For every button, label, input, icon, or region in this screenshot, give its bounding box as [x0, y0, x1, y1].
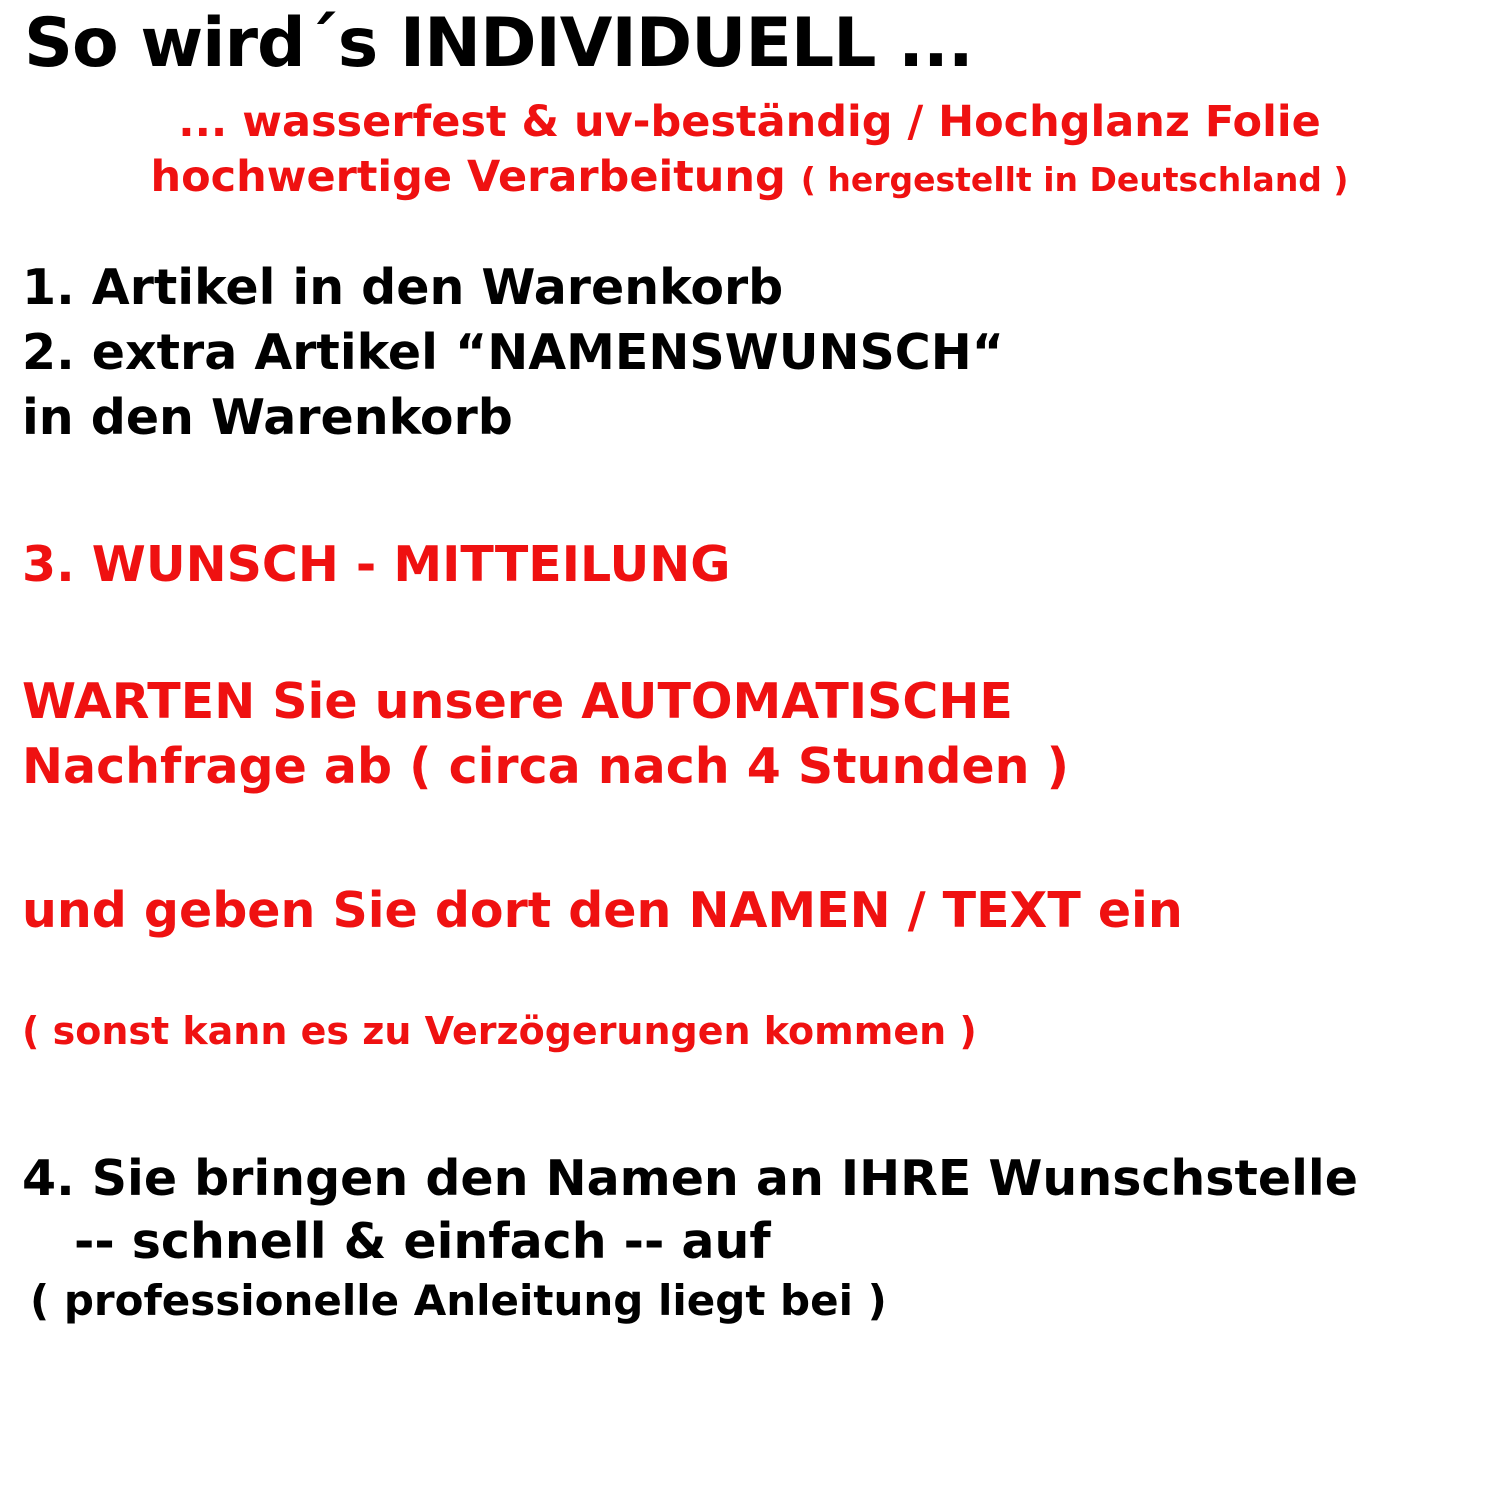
step-4-line-1: 4. Sie bringen den Namen an IHRE Wunschstelle	[22, 1149, 1358, 1207]
enter-name-line: und geben Sie dort den NAMEN / TEXT ein	[22, 881, 1183, 939]
subtitle-block	[18, 97, 1481, 202]
step-item-1: 1. Artikel in den Warenkorb	[22, 258, 784, 316]
subtitle-line-2-note: ( hergestellt in Deutschland )	[800, 160, 1349, 200]
step-3-heading: 3. WUNSCH - MITTEILUNG	[22, 536, 731, 594]
step-4-line-3: ( professionelle Anleitung liegt bei )	[30, 1276, 887, 1326]
page-title: So wird´s INDIVIDUELL ...	[24, 4, 973, 83]
step-item-2: 2. extra Artikel “NAMENSWUNSCH“	[22, 324, 1004, 382]
wait-paragraph-line-1: WARTEN Sie unsere AUTOMATISCHE	[22, 673, 1013, 731]
subtitle-line-1: ... wasserfest & uv-beständig / Hochglanz Folie	[178, 97, 1321, 148]
subtitle-line-2-main: hochwertige Verarbeitung	[150, 152, 786, 203]
document-page	[0, 4, 1499, 1508]
subtitle-line-2	[38, 152, 1461, 203]
steps-list	[22, 255, 1481, 450]
step-item-2-continued: in den Warenkorb	[22, 389, 513, 447]
step-4-block	[22, 1147, 1481, 1329]
step-4-line-2: -- schnell & einfach -- auf	[74, 1213, 771, 1271]
delay-note: ( sonst kann es zu Verzögerungen kommen )	[22, 1008, 977, 1053]
wait-paragraph-line-2: Nachfrage ab ( circa nach 4 Stunden )	[22, 738, 1069, 796]
wait-paragraph	[22, 669, 1481, 799]
